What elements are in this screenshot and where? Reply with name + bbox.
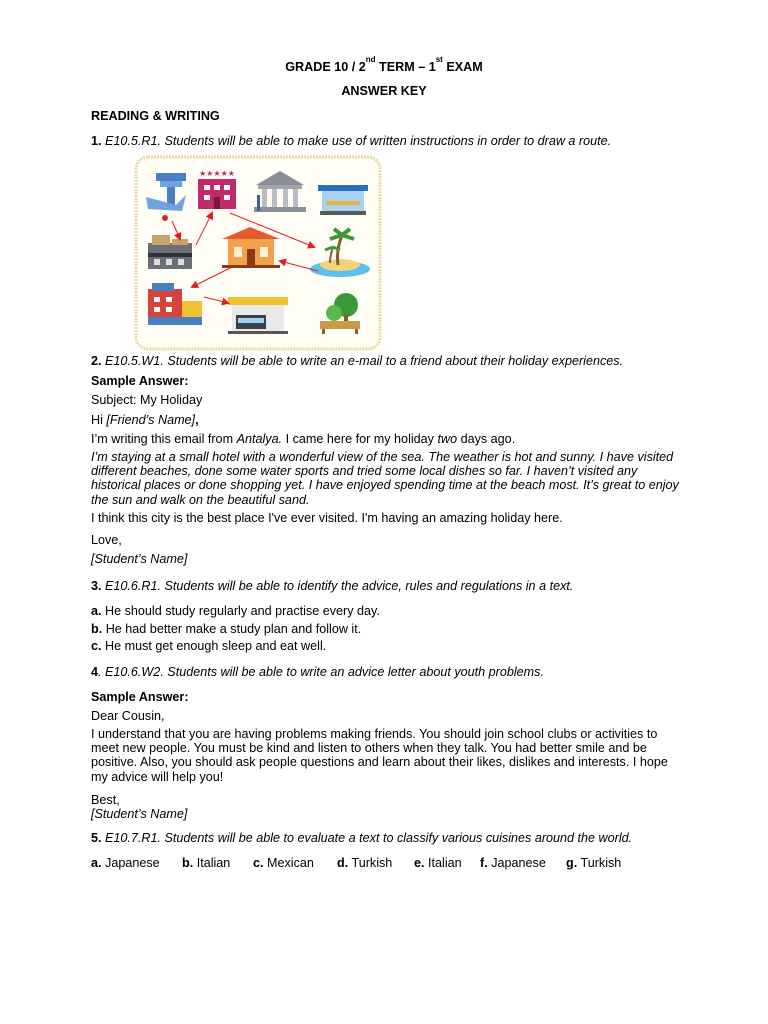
hotel-icon xyxy=(198,169,236,209)
q2-greeting: Hi [Friend’s Name], xyxy=(91,413,199,427)
factory-icon xyxy=(148,235,192,269)
q4-body-paragraph: I understand that you are having problems making friends. You should join school clubs or activities to meet new people. You must be kind and listen to others when they talk. You had better smile and be positive. Also, you should ask people questions and learn about their likes, dislikes and interests. I hope my advice will help you! xyxy=(91,727,668,784)
q4-student-name: [Student’s Name] xyxy=(91,807,188,821)
q2-subject: Subject: My Holiday xyxy=(91,393,203,407)
svg-text:★★★★★: ★★★★★ xyxy=(199,169,235,178)
train-station-icon xyxy=(228,297,288,334)
q2-student-name: [Student’s Name] xyxy=(91,552,188,566)
q4-heading: 4. E10.6.W2. Students will be able to write an advice letter about youth problems. xyxy=(91,665,544,679)
q3-heading: 3. E10.6.R1. Students will be able to identify the advice, rules and regulations in a text. xyxy=(91,579,574,593)
q5-heading: 5. E10.7.R1. Students will be able to evaluate a text to classify various cuisines around the world. xyxy=(91,831,633,845)
q5-answer: a. Japanese xyxy=(91,856,160,870)
q2-heading: 2. E10.5.W1. Students will be able to write an e-mail to a friend about their holiday experiences. xyxy=(91,354,624,368)
q4-greeting: Dear Cousin, xyxy=(91,709,165,723)
q5-answer: d. Turkish xyxy=(337,856,393,870)
q2-closing-line: I think this city is the best place I've ever visited. I'm having an amazing holiday here. xyxy=(91,511,563,525)
route-map-svg xyxy=(134,155,382,351)
q3-answer: a. He should study regularly and practise every day. xyxy=(91,604,380,618)
route-map-illustration xyxy=(134,155,382,351)
q2-sample-label: Sample Answer: xyxy=(91,374,189,388)
exam-title: GRADE 10 / 2nd TERM – 1st EXAM xyxy=(285,54,483,74)
q5-answer: c. Mexican xyxy=(253,856,314,870)
q4-sample-label: Sample Answer: xyxy=(91,690,189,704)
bus-stop-icon xyxy=(318,185,368,215)
q4-best: Best, xyxy=(91,793,120,807)
answer-key-title: ANSWER KEY xyxy=(341,84,427,98)
section-title: READING & WRITING xyxy=(91,109,220,123)
q5-answer: g. Turkish xyxy=(566,856,622,870)
q3-answer: b. He had better make a study plan and follow it. xyxy=(91,622,362,636)
q5-answers-row xyxy=(91,856,621,871)
q5-answer: e. Italian xyxy=(414,856,462,870)
q1-heading: 1. E10.5.R1. Students will be able to make use of written instructions in order to draw a route. xyxy=(91,134,612,148)
q3-answer: c. He must get enough sleep and eat well. xyxy=(91,639,327,653)
q5-answer: f. Japanese xyxy=(480,856,546,870)
q2-body-paragraph: I’m staying at a small hotel with a wonderful view of the sea. The weather is hot and sunny. I have visited different beaches, done some water sports and tried some local dishes so far. I haven’t visited any historical places or done shopping yet. I have enjoyed spending time at the beach most. It’s great to enjoy the sun and walk on the beautiful sand. xyxy=(91,450,679,507)
q2-love: Love, xyxy=(91,533,122,547)
q5-answer: b. Italian xyxy=(182,856,231,870)
q2-opening-line: I’m writing this email from Antalya. I came here for my holiday two days ago. xyxy=(91,432,516,446)
